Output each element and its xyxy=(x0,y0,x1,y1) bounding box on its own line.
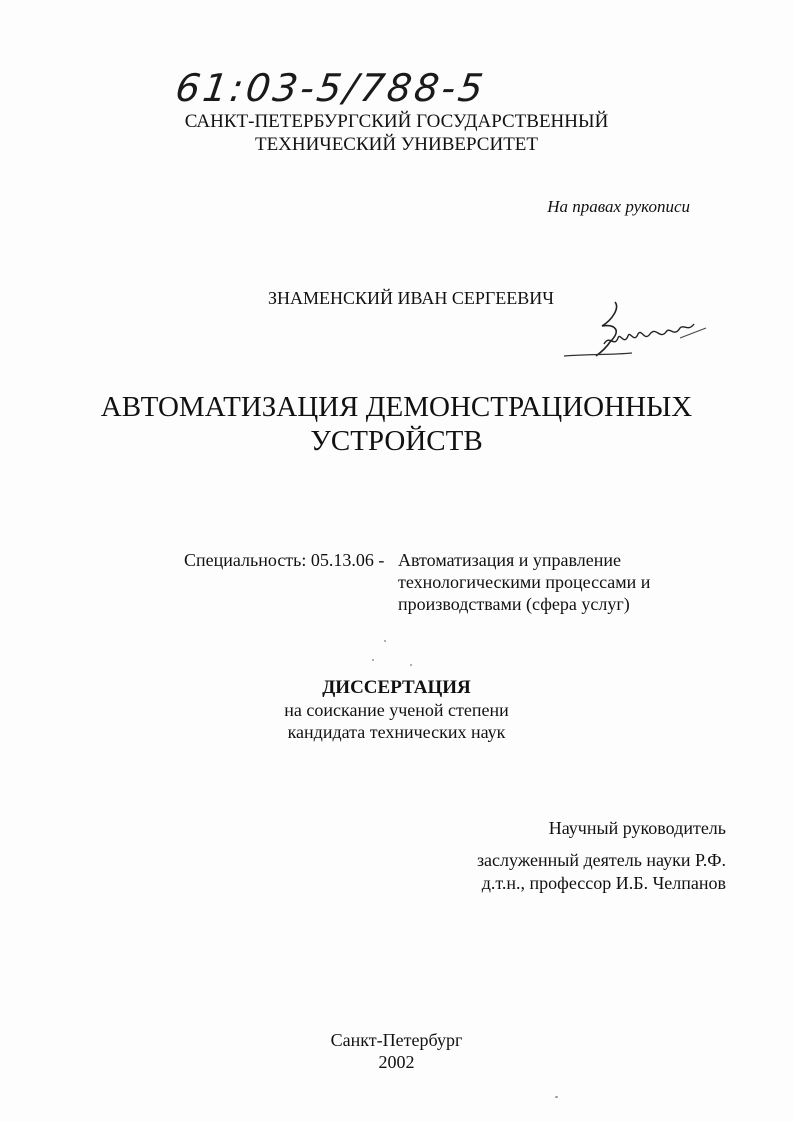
dissertation-heading: ДИССЕРТАЦИЯ xyxy=(322,677,471,698)
specialty-label: Специальность: 05.13.06 - xyxy=(184,550,385,570)
archive-number-handwritten: 61:03-5/788-5 xyxy=(172,66,489,110)
scan-speck xyxy=(372,659,374,661)
scan-speck xyxy=(384,640,386,642)
thesis-title-line1: АВТОМАТИЗАЦИЯ ДЕМОНСТРАЦИОННЫХ xyxy=(100,391,693,423)
university-name-line1: САНКТ-ПЕТЕРБУРГСКИЙ ГОСУДАРСТВЕННЫЙ xyxy=(184,111,609,132)
degree-line1: на соискание ученой степени xyxy=(284,700,509,720)
degree-line2: кандидата технических наук xyxy=(287,722,506,742)
specialty-line1: Автоматизация и управление xyxy=(398,550,622,570)
scan-speck xyxy=(410,664,412,666)
specialty-line2: технологическими процессами и xyxy=(398,572,651,592)
specialty-line3: производствами (сфера услуг) xyxy=(398,594,630,614)
supervisor-name: д.т.н., профессор И.Б. Челпанов xyxy=(481,873,726,893)
footer-year: 2002 xyxy=(378,1052,415,1072)
rights-note: На правах рукописи xyxy=(547,197,690,216)
author-name: ЗНАМЕНСКИЙ ИВАН СЕРГЕЕВИЧ xyxy=(268,288,555,308)
university-name-line2: ТЕХНИЧЕСКИЙ УНИВЕРСИТЕТ xyxy=(254,134,539,155)
thesis-title-line2: УСТРОЙСТВ xyxy=(310,425,483,457)
supervisor-label: Научный руководитель xyxy=(548,818,726,838)
author-signature xyxy=(560,298,710,368)
supervisor-title: заслуженный деятель науки Р.Ф. xyxy=(476,850,726,870)
scan-speck xyxy=(555,1096,558,1098)
footer-city: Санкт-Петербург xyxy=(330,1030,463,1050)
